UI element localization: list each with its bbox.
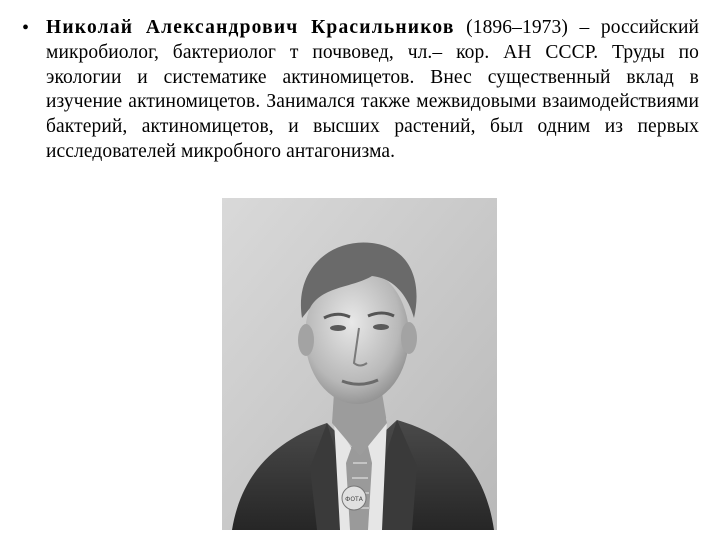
bio-paragraph [46, 16, 699, 165]
life-dates: (1896–1973) [454, 17, 568, 38]
bio-text: – российский микробиолог, бактериолог т почвовед, чл.– кор. АН СССР. Труды по экологии и систематике актиномицетов. Внес существенный вклад в изучение актиномицетов. Занимался также межвидовыми взаимодействиями бактерий, актиномицетов, и высших растений, был одним из первых исследователей микробного антагонизма. [46, 17, 700, 162]
portrait-photo [222, 198, 497, 530]
portrait-illustration [222, 198, 497, 530]
photo-stamp [342, 486, 366, 510]
bullet-marker: • [22, 17, 30, 39]
person-name: Николай Александрович Красильников [46, 17, 455, 38]
bio-bullet [22, 16, 702, 165]
svg-text:ФОТА: ФОТА [345, 496, 363, 503]
